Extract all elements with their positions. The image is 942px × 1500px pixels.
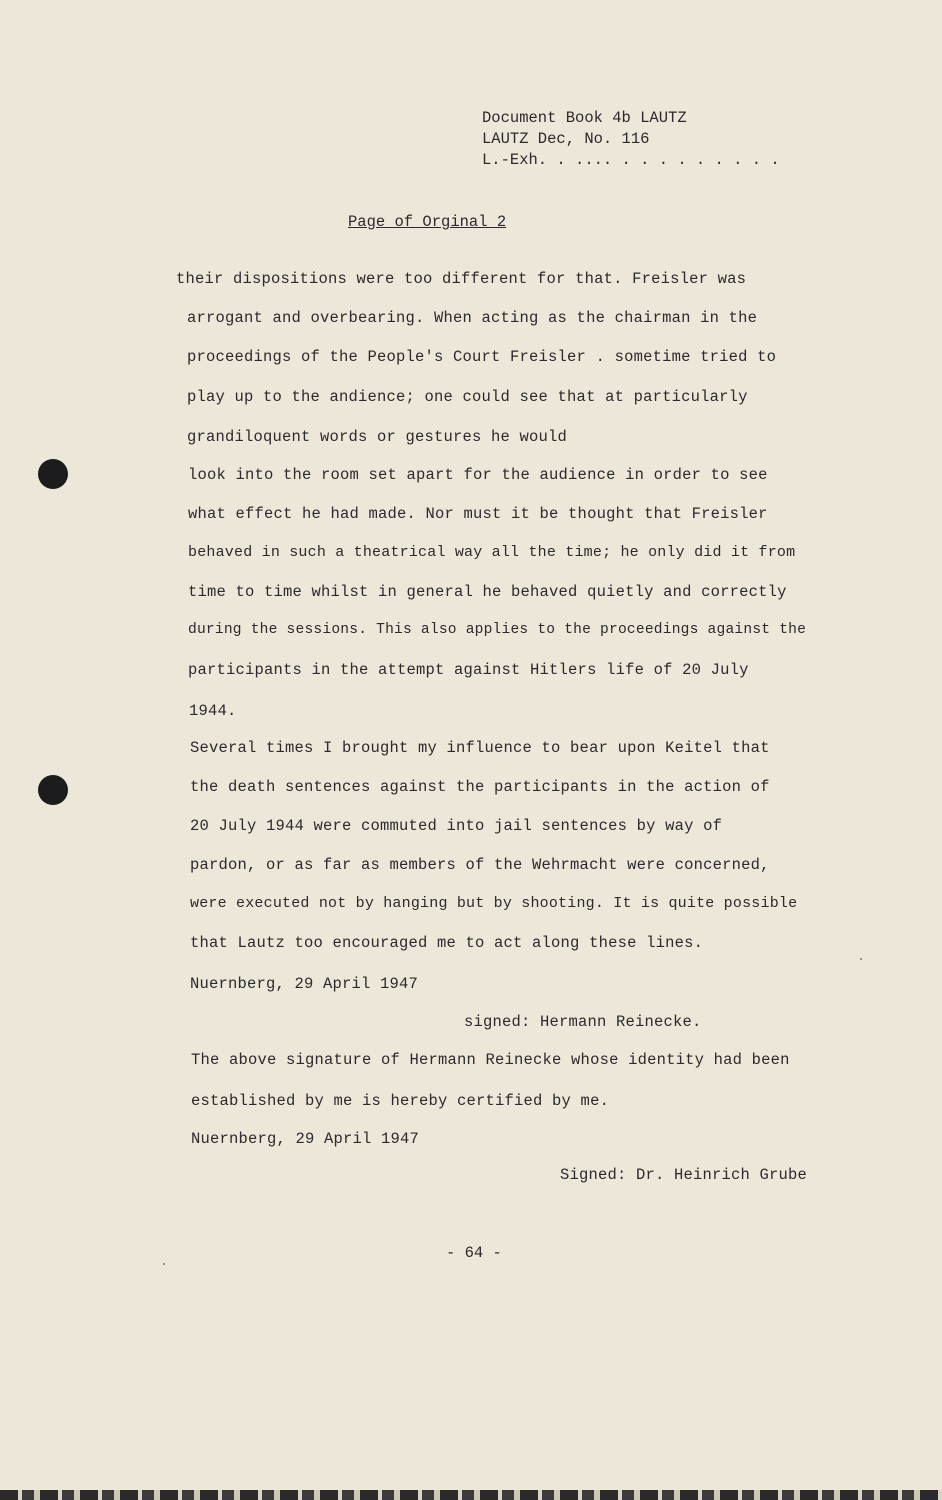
body-line: participants in the attempt against Hitlers life of 20 July bbox=[188, 661, 749, 679]
body-line: their dispositions were too different for that. Freisler was bbox=[176, 270, 747, 288]
body-line: look into the room set apart for the audience in order to see bbox=[188, 466, 768, 484]
punch-hole-bottom bbox=[38, 775, 68, 805]
body-line: arrogant and overbearing. When acting as the chairman in the bbox=[187, 309, 758, 327]
page-title: Page of Orginal 2 bbox=[348, 213, 507, 231]
header-line-doc-number: LAUTZ Dec, No. 116 bbox=[482, 130, 650, 148]
body-line: behaved in such a theatrical way all the time; he only did it from bbox=[188, 544, 796, 561]
certification-line: established by me is hereby certified by me. bbox=[191, 1092, 610, 1110]
certification-line: The above signature of Hermann Reinecke whose identity had been bbox=[191, 1051, 790, 1069]
header-line-book: Document Book 4b LAUTZ bbox=[482, 109, 687, 127]
punch-hole-top bbox=[38, 459, 68, 489]
body-line: time to time whilst in general he behaved quietly and correctly bbox=[188, 583, 787, 601]
body-line: 1944. bbox=[189, 702, 237, 720]
body-line: what effect he had made. Nor must it be thought that Freisler bbox=[188, 505, 768, 523]
date-line: Nuernberg, 29 April 1947 bbox=[191, 1130, 420, 1148]
paper-speck bbox=[860, 958, 862, 960]
body-line: were executed not by hanging but by shooting. It is quite possible bbox=[190, 895, 798, 912]
body-line: during the sessions. This also applies to the proceedings against the bbox=[188, 622, 807, 638]
page-number: - 64 - bbox=[446, 1244, 502, 1262]
body-line: 20 July 1944 were commuted into jail sentences by way of bbox=[190, 817, 723, 835]
body-line: proceedings of the People's Court Freisler . sometime tried to bbox=[187, 348, 777, 366]
signature-reinecke: signed: Hermann Reinecke. bbox=[464, 1013, 702, 1031]
body-line: the death sentences against the participants in the action of bbox=[190, 778, 770, 796]
document-header bbox=[482, 108, 780, 171]
date-line: Nuernberg, 29 April 1947 bbox=[190, 975, 419, 993]
header-line-exhibit: L.-Exh. . .... . . . . . . . . . bbox=[482, 151, 780, 169]
body-line: Several times I brought my influence to bear upon Keitel that bbox=[190, 739, 770, 757]
body-line: play up to the andience; one could see that at particularly bbox=[187, 388, 748, 406]
body-line: grandiloquent words or gestures he would bbox=[187, 428, 568, 446]
scan-edge bbox=[0, 1490, 942, 1500]
signature-grube: Signed: Dr. Heinrich Grube bbox=[560, 1166, 808, 1184]
paper-speck bbox=[163, 1263, 165, 1265]
body-line: that Lautz too encouraged me to act along these lines. bbox=[190, 934, 704, 952]
body-line: pardon, or as far as members of the Wehrmacht were concerned, bbox=[190, 856, 770, 874]
